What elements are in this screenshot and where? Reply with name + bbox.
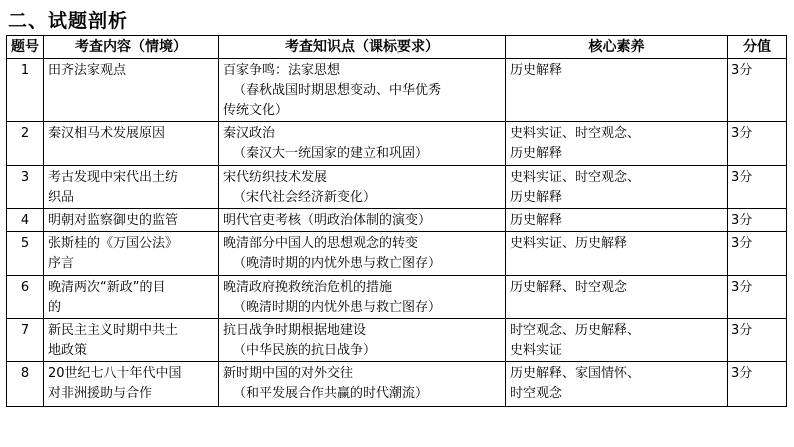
literacy-line: 史料实证、历史解释	[510, 236, 628, 251]
section-heading: 二、试题剖析	[8, 10, 129, 32]
table-row	[7, 209, 787, 232]
knowledge-line: 抗日战争时期根据地建设	[223, 323, 367, 338]
knowledge-line: （和平发展合作共赢的时代潮流）	[233, 386, 429, 401]
literacy-line: 时空观念、历史解释、	[510, 323, 641, 338]
literacy-cell	[506, 362, 728, 407]
knowledge-cell	[219, 59, 506, 122]
literacy-line: 史料实证、时空观念、	[510, 126, 641, 141]
table-row	[7, 319, 787, 362]
knowledge-line: 宋代纺织技术发展	[223, 170, 328, 185]
knowledge-line: （春秋战国时期思想变动、中华优秀	[233, 83, 442, 98]
literacy-line: 史料实证、时空观念、	[510, 170, 641, 185]
literacy-cell	[506, 209, 728, 232]
literacy-line: 历史解释	[510, 146, 563, 161]
knowledge-line: 晚清部分中国人的思想观念的转变	[223, 236, 419, 251]
content-line: 新民主主义时期中共土	[48, 323, 179, 338]
table-body	[7, 59, 787, 407]
question-number: 7	[7, 319, 44, 362]
content-line: 明朝对监察御史的监管	[48, 213, 179, 228]
table-row	[7, 276, 787, 319]
question-number: 8	[7, 362, 44, 407]
content-cell	[44, 166, 219, 209]
question-number: 3	[7, 166, 44, 209]
table-header-row	[7, 36, 787, 59]
score-cell: 3分	[728, 232, 787, 276]
literacy-line: 历史解释	[510, 190, 563, 205]
literacy-line: 历史解释、时空观念	[510, 280, 628, 295]
content-line: 织品	[48, 190, 75, 205]
content-line: 20世纪七八十年代中国	[48, 366, 182, 381]
literacy-line: 史料实证	[510, 343, 563, 358]
score-cell: 3分	[728, 166, 787, 209]
content-line: 的	[48, 300, 62, 315]
table-row	[7, 122, 787, 166]
literacy-cell	[506, 59, 728, 122]
knowledge-cell	[219, 362, 506, 407]
table-row	[7, 59, 787, 122]
literacy-line: 历史解释	[510, 63, 563, 78]
knowledge-line: 秦汉政治	[223, 126, 276, 141]
knowledge-cell	[219, 209, 506, 232]
content-cell	[44, 362, 219, 407]
knowledge-cell	[219, 122, 506, 166]
header-literacy: 核心素养	[506, 36, 728, 59]
content-line: 地政策	[48, 343, 88, 358]
content-line: 秦汉相马术发展原因	[48, 126, 166, 141]
table-row	[7, 166, 787, 209]
question-number: 1	[7, 59, 44, 122]
header-content: 考查内容（情境）	[44, 36, 219, 59]
knowledge-line: （中华民族的抗日战争）	[233, 343, 377, 358]
knowledge-line: （晚清时期的内忧外患与救亡图存）	[233, 300, 442, 315]
knowledge-line: 新时期中国的对外交往	[223, 366, 354, 381]
score-cell: 3分	[728, 59, 787, 122]
knowledge-line: （宋代社会经济新变化）	[233, 190, 377, 205]
analysis-table	[6, 35, 787, 407]
content-cell	[44, 232, 219, 276]
knowledge-line: （晚清时期的内忧外患与救亡图存）	[233, 256, 442, 271]
header-knowledge: 考查知识点（课标要求）	[219, 36, 506, 59]
content-cell	[44, 122, 219, 166]
header-number: 题号	[7, 36, 44, 59]
question-number: 4	[7, 209, 44, 232]
knowledge-line: 晚清政府挽救统治危机的措施	[223, 280, 393, 295]
content-line: 对非洲援助与合作	[48, 386, 153, 401]
knowledge-line: 百家争鸣：法家思想	[223, 63, 341, 78]
content-line: 序言	[48, 256, 75, 271]
knowledge-line: （秦汉大一统国家的建立和巩固）	[233, 146, 429, 161]
table-row	[7, 232, 787, 276]
question-number: 5	[7, 232, 44, 276]
score-cell: 3分	[728, 209, 787, 232]
content-line: 考古发现中宋代出土纺	[48, 170, 179, 185]
score-cell: 3分	[728, 276, 787, 319]
content-cell	[44, 319, 219, 362]
knowledge-cell	[219, 166, 506, 209]
literacy-line: 历史解释	[510, 213, 563, 228]
score-cell: 3分	[728, 362, 787, 407]
knowledge-line: 传统文化）	[223, 103, 289, 118]
content-line: 田齐法家观点	[48, 63, 127, 78]
content-line: 晚清两次“新政”的目	[48, 280, 166, 295]
knowledge-cell	[219, 276, 506, 319]
literacy-cell	[506, 232, 728, 276]
score-cell: 3分	[728, 122, 787, 166]
content-line: 张斯桂的《万国公法》	[48, 236, 179, 251]
literacy-cell	[506, 122, 728, 166]
literacy-line: 时空观念	[510, 386, 563, 401]
question-number: 2	[7, 122, 44, 166]
content-cell	[44, 59, 219, 122]
table-row	[7, 362, 787, 407]
literacy-cell	[506, 276, 728, 319]
header-score: 分值	[728, 36, 787, 59]
content-cell	[44, 209, 219, 232]
knowledge-line: 明代官吏考核（明政治体制的演变）	[223, 213, 432, 228]
question-number: 6	[7, 276, 44, 319]
knowledge-cell	[219, 232, 506, 276]
literacy-cell	[506, 319, 728, 362]
knowledge-cell	[219, 319, 506, 362]
literacy-cell	[506, 166, 728, 209]
literacy-line: 历史解释、家国情怀、	[510, 366, 641, 381]
content-cell	[44, 276, 219, 319]
score-cell: 3分	[728, 319, 787, 362]
